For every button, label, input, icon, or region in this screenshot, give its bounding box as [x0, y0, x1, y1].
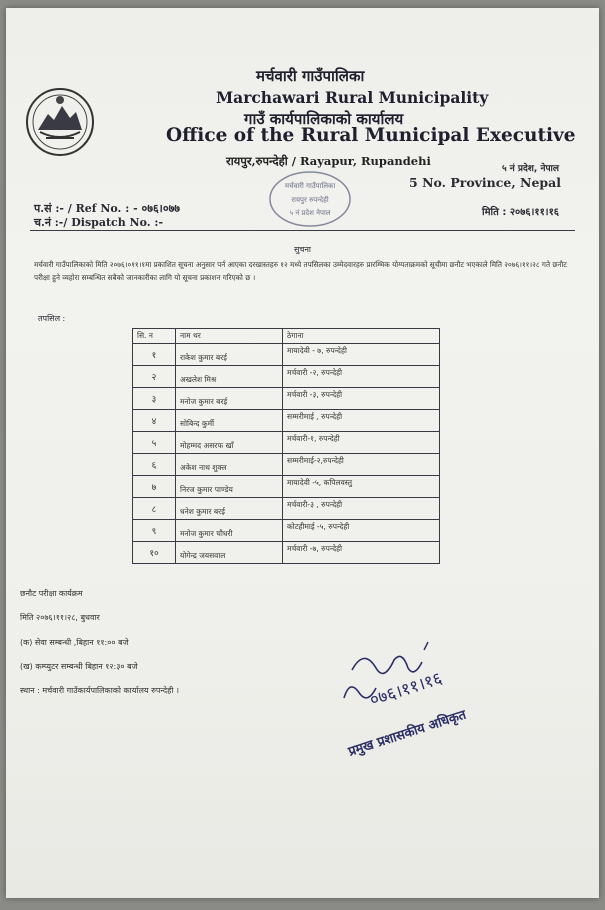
program-date: मिति २०७६।११।२८, बुधवार: [20, 613, 100, 622]
notice-title: सुचना: [294, 245, 311, 254]
table-row: [133, 476, 440, 498]
row-name: निरज कुमार पाण्डेय: [176, 476, 283, 498]
row-sn: ५: [133, 432, 176, 454]
office-address: रायपुर,रुपन्देही / Rayapur, Rupandehi: [226, 154, 431, 168]
table-row: [133, 344, 440, 366]
table-row: [133, 520, 440, 542]
row-address: मर्चवारी -३, रुपन्देही: [283, 388, 440, 410]
row-name: मनोज कुमार चौधरी: [176, 520, 283, 542]
stamp-line-1: मर्चवारी गाउँपालिका: [284, 182, 336, 190]
table-row: [133, 410, 440, 432]
table-row: [133, 432, 440, 454]
table-header-row: [133, 329, 440, 344]
row-address: मर्चवारी -२, रुपन्देही: [283, 366, 440, 388]
program-item-a: (क) सेवा सम्बन्धी ,बिहान ११:०० बजे: [20, 638, 129, 647]
signature-title-stamp: प्रमुख प्रशासकीय अधिकृत: [346, 707, 469, 760]
table-row: [133, 388, 440, 410]
candidate-table: [132, 328, 440, 564]
row-sn: १०: [133, 542, 176, 564]
header-divider: [30, 230, 575, 231]
tapasil-label: तपसिल :: [38, 314, 66, 323]
row-address: मर्चवारी-१, रुपन्देही: [283, 432, 440, 454]
province-nepali: ५ नं प्रदेश, नेपाल: [501, 164, 559, 174]
row-name: सोबिन्द कुर्मी: [176, 410, 283, 432]
header-sn: सि. न: [133, 329, 176, 344]
row-sn: ३: [133, 388, 176, 410]
row-name: मोहम्मद असरफ खाँ: [176, 432, 283, 454]
row-address: मायादेवी - ७, रुपन्देही: [283, 344, 440, 366]
row-name: धनेश कुमार बरई: [176, 498, 283, 520]
table-row: [133, 498, 440, 520]
row-name: राकेश कुमार बरई: [176, 344, 283, 366]
table-row: [133, 454, 440, 476]
table-row: [133, 366, 440, 388]
office-stamp-icon: [264, 168, 356, 230]
row-sn: १: [133, 344, 176, 366]
stamp-line-3: ५ नं प्रदेश नेपाल: [289, 209, 331, 217]
row-name: अखलेश मिश्र: [176, 366, 283, 388]
notice-body: मर्चवारी गाउँपालिकाको मिति २०७६।०११।१मा प्रकाशित सूचना अनुसार पर्न आएका दरखास्तहरु १२ मध्ये तपसिलका उम्मेदवारहरु प्रारम्भिक योग्यताक्रमको सूचीमा छनौट भएकाले मिति २०७६।११।२८ गते छनौट परीक्षा हुने व्यहोरा सम्बन्धित सबैको जानकारीका लागि यो सूचना प्रकाशन गरिएको छ ।: [34, 260, 567, 282]
document-page: [6, 8, 599, 898]
government-emblem-icon: [24, 86, 96, 158]
table-row: [133, 542, 440, 564]
dispatch-label: च.नं :-/ Dispatch No. :-: [34, 216, 164, 229]
row-sn: २: [133, 366, 176, 388]
program-title: छनौट परीक्षा कार्यक्रम: [20, 589, 83, 598]
signature-icon: [324, 638, 514, 773]
row-address: मर्चवारी -७, रुपन्देही: [283, 542, 440, 564]
office-name-english: Office of the Rural Municipal Executive: [166, 125, 576, 146]
dispatch-number: [34, 215, 163, 230]
row-sn: ९: [133, 520, 176, 542]
row-sn: ४: [133, 410, 176, 432]
program-venue: स्थान : मर्चवारी गाउँकार्यपालिकाको कार्यालय रुपन्देही ।: [20, 686, 180, 695]
program-item-b: (ख) कम्प्युटर सम्बन्धी बिहान १२:३० बजे: [20, 662, 138, 671]
row-address: सम्मरीमाई , रुपन्देही: [283, 410, 440, 432]
ref-value: ०७६।०७७: [141, 202, 181, 215]
municipality-name-english: Marchawari Rural Municipality: [216, 88, 489, 107]
stamp-line-2: रायपुर रुपन्देही: [291, 196, 329, 204]
row-sn: ७: [133, 476, 176, 498]
office-name-nepali: गाउँ कार्यपालिकाको कार्यालय: [244, 110, 404, 128]
header-name: नाम थर: [176, 329, 283, 344]
province-english: 5 No. Province, Nepal: [409, 175, 561, 190]
ref-label: प.सं :- / Ref No. : -: [34, 202, 138, 215]
row-name: योगेन्द्र जयसवाल: [176, 542, 283, 564]
header-address: ठेगाना: [283, 329, 440, 344]
row-address: मर्चवारी-३ , रुपन्देही: [283, 498, 440, 520]
row-address: कोटहीमाई -५, रुपन्देही: [283, 520, 440, 542]
municipality-name-nepali: मर्चवारी गाउँपालिका: [256, 67, 365, 85]
row-sn: ६: [133, 454, 176, 476]
row-sn: ८: [133, 498, 176, 520]
row-address: मायादेवी -५, कपिलवस्तु: [283, 476, 440, 498]
row-name: अकेश नाथ शुक्ल: [176, 454, 283, 476]
row-name: मनोज कुमार बरई: [176, 388, 283, 410]
date-label: मिति :: [481, 207, 507, 218]
signature-date: ०७६।११।१६: [367, 668, 445, 711]
row-address: सम्मरीमाई-२,रुपन्देही: [283, 454, 440, 476]
ref-number: [34, 201, 180, 216]
date-value: २०७६।११।१६: [509, 207, 559, 218]
letter-date: [482, 204, 559, 218]
